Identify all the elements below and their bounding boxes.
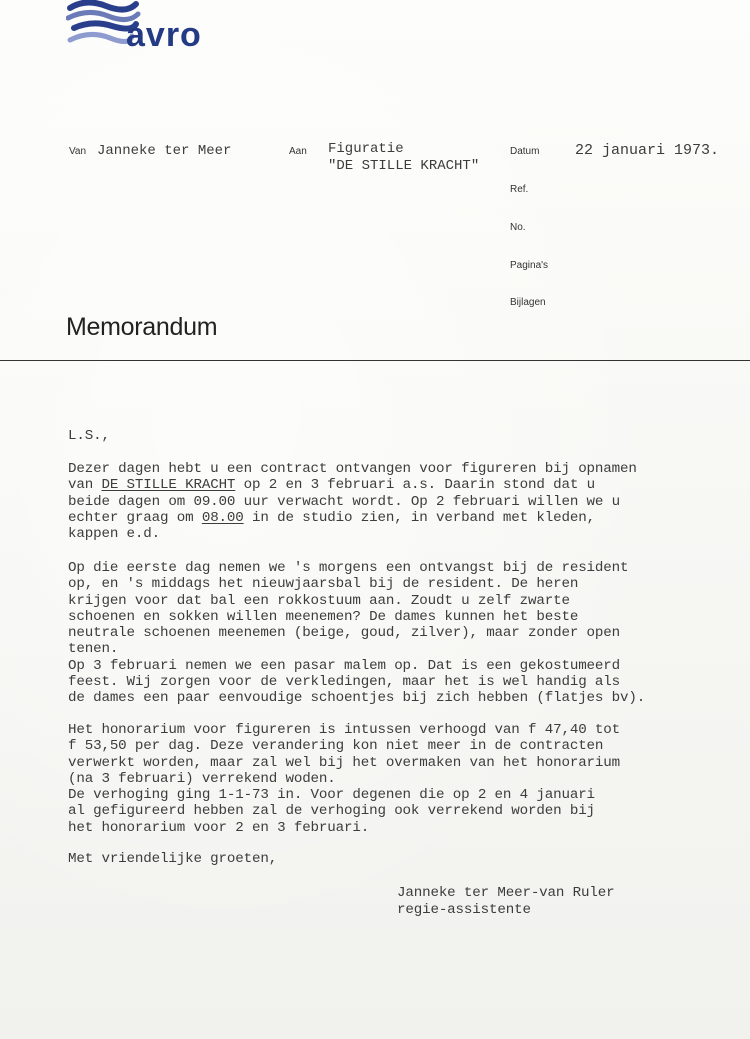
p3-line-2: f 53,50 per dag. Deze verandering kon niet meer in de contracten <box>68 738 604 755</box>
aan-value-line1: Figuratie <box>328 141 404 157</box>
memorandum-title: Memorandum <box>66 313 218 341</box>
closing: Met vriendelijke groeten, <box>68 851 278 867</box>
ref-label: Ref. <box>510 184 529 195</box>
p1-line-4c: in de studio zien, in verband met kleden, <box>243 509 595 526</box>
p2-line-1: Op die eerste dag nemen we 's morgens een ontvangst bij de resident <box>68 560 629 576</box>
aan-value-line2: "DE STILLE KRACHT" <box>328 158 480 174</box>
p2-line-2: op, en 's middags het nieuwjaarsbal bij de resident. De heren <box>68 576 579 593</box>
p2-line-9: de dames een paar eenvoudige schoentjes bij zich hebben (flatjes bv). <box>68 690 646 707</box>
studio-time: 08.00 <box>201 509 244 526</box>
p3-line-6: al gefigureerd hebben zal de verhoging ook verrekend worden bij <box>68 803 595 820</box>
no-label: No. <box>510 222 526 233</box>
p3-line-7: het honorarium voor 2 en 3 februari. <box>68 819 370 836</box>
p3-line-5: De verhoging ging 1-1-73 in. Voor degenen die op 2 en 4 januari <box>68 787 595 804</box>
datum-label: Datum <box>510 146 540 157</box>
p3-line-4: (na 3 februari) verrekend woden. <box>68 770 336 787</box>
p3-line-1: Het honorarium voor figureren is intussen verhoogd van f 47,40 tot <box>68 722 621 738</box>
p1-line-2c: op 2 en 3 februari a.s. Daarin stond dat u <box>235 477 595 494</box>
series-title: DE STILLE KRACHT <box>101 477 236 494</box>
p2-line-7: Op 3 februari nemen we een pasar malem op. Dat is een gekostumeerd <box>68 657 621 674</box>
p2-line-5: neutrale schoenen meenemen (beige, goud, zilver), maar zonder open <box>68 625 621 642</box>
paginas-label: Pagina's <box>510 260 549 271</box>
p2-line-8: feest. Wij zorgen voor de verkledingen, maar het is wel handig als <box>68 674 621 691</box>
datum-value: 22 januari 1973. <box>575 142 720 159</box>
p1-line-2a: van <box>68 477 102 494</box>
p1-line-5: kappen e.d. <box>68 526 161 543</box>
van-label: Van <box>69 146 87 157</box>
avro-logo <box>66 0 272 50</box>
paragraph-1 <box>68 461 637 542</box>
logo-wordmark: avro <box>126 16 202 50</box>
p3-line-3: verwerkt worden, maar zal wel bij het overmaken van het honorarium <box>68 754 621 771</box>
p2-line-3: krijgen voor dat bal een rokkostuum aan. Zoudt u zelf zwarte <box>68 592 570 609</box>
aan-label: Aan <box>289 146 307 157</box>
salutation: L.S., <box>68 428 110 444</box>
bijlagen-label: Bijlagen <box>510 297 546 308</box>
p1-line-3: beide dagen om 09.00 uur verwacht wordt. Op 2 februari willen we u <box>68 493 621 510</box>
van-value: Janneke ter Meer <box>97 143 232 159</box>
signature-title: regie-assistente <box>397 902 531 918</box>
signature-name: Janneke ter Meer-van Ruler <box>397 885 615 901</box>
paragraph-2 <box>68 560 645 707</box>
p1-line-1: Dezer dagen hebt u een contract ontvangen voor figureren bij opnamen <box>68 461 637 477</box>
header-rule <box>0 360 750 361</box>
paragraph-3 <box>68 722 620 836</box>
p2-line-4: schoenen en sokken willen meenemen? De dames kunnen het beste <box>68 608 579 625</box>
p1-line-4a: echter graag om <box>68 509 202 526</box>
p2-line-6: tenen. <box>68 641 119 658</box>
